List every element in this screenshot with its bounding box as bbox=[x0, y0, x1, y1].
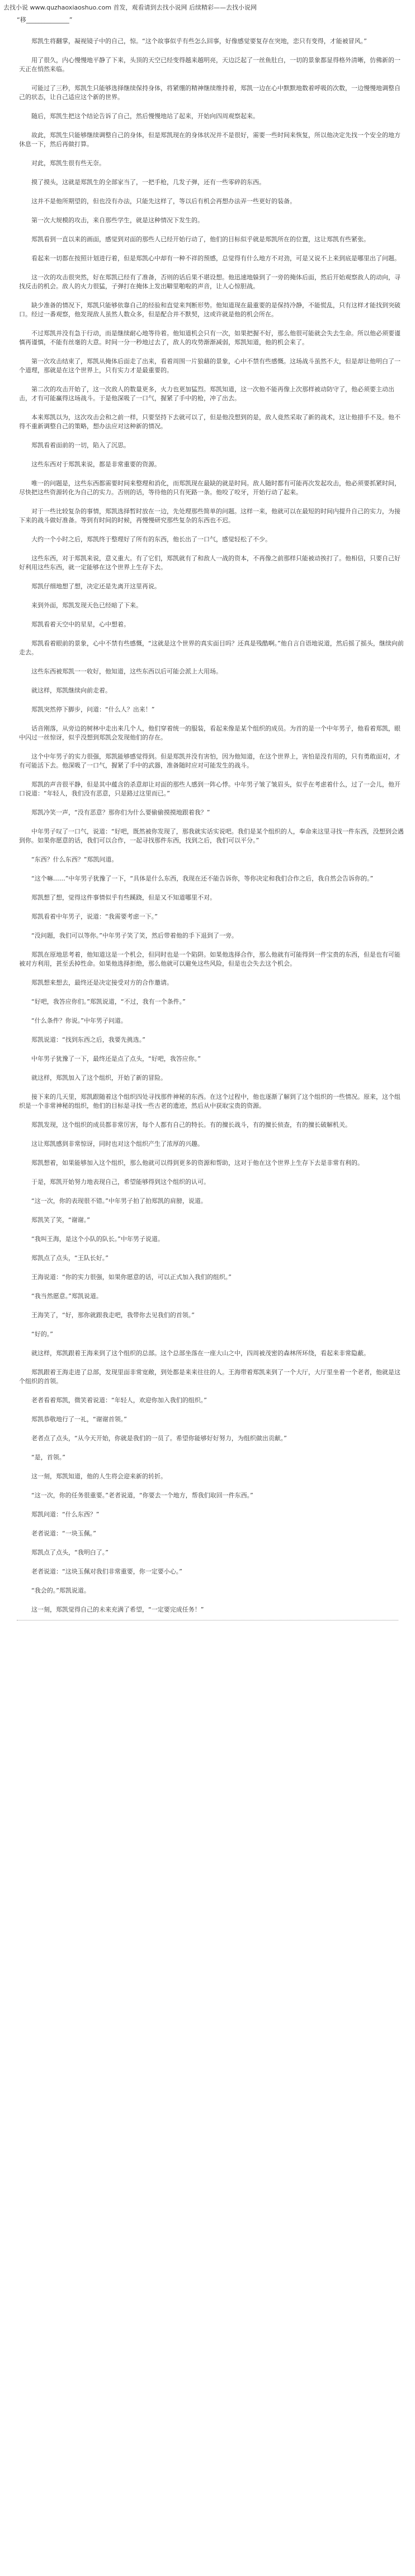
paragraph: “这一次，你的任务很重要。”老者说道，“你要去一个地方，帮我们取回一件东西。” bbox=[19, 1492, 253, 1499]
paragraph: 郑凯在原地思考着，他知道这是一个机会，但同时也是一个陷阱。如果他选择合作，那么他就有可能得到一件宝贵的东西，但是也有可能被对方利用，甚至丢掉性命。如果他选择拒绝，那么他就可以避免这些风险，但是也会失去这个机会。 bbox=[19, 951, 400, 967]
paragraph: 可能过了三秒，郑凯生只能够选择继续保持身体，将紧绷的精神继续维持着，郑凯一边在心中默默地数着呼吸的次数，一边慢慢地调整自己的状态，让自己适应这个新的世界。 bbox=[19, 85, 400, 101]
paragraph: 不过郑凯并没有急于行动，而是继续耐心地等待着。他知道机会只有一次，如果把握不好，那么他很可能就会失去生命。所以他必须要谨慎再谨慎，不能有丝毫的大意。时间一分一秒地过去了，敌人的攻势渐渐减弱，郑凯知道，他的机会来了。 bbox=[19, 330, 400, 346]
paragraph: 这并不是他所期望的，但也没有办法，只能先这样了，等以后有机会再想办法弄一些更好的装备。 bbox=[19, 198, 296, 205]
paragraph: 郑凯跟着王海走进了总部，发现里面非常宽敞，到处都是来来往往的人。王海带着郑凯来到了一个大厅，大厅里坐着一个老者，他就是这个组织的首领。 bbox=[19, 1369, 400, 1385]
paragraph: “我会的。”郑凯说道。 bbox=[19, 1587, 90, 1594]
paragraph: 用了很久，内心慢慢地平静了下来，头顶的天空已经变得越来越明亮，天边泛起了一丝鱼肚白，一切的景象都显得格外清晰，仿佛新的一天正在悄然来临。 bbox=[19, 57, 400, 73]
paragraph: 大约一个小时之后，郑凯终于整理好了所有的东西，他长出了一口气，感觉轻松了不少。 bbox=[19, 536, 271, 543]
opening-line bbox=[17, 16, 415, 25]
opening-text: “移______________” bbox=[17, 16, 73, 24]
paragraph: 郑凯看着面前的一切，陷入了沉思。 bbox=[19, 442, 130, 449]
paragraph: 对于一些比较复杂的事情，郑凯选择暂时放在一边，先处理那些简单的问题。这样一来，他就可以在最短的时间内提升自己的实力，为接下来的战斗做好准备。等到有时间的时候，再慢慢研究那些复杂的东西也不迟。 bbox=[19, 508, 400, 524]
paragraph: 这一刻，郑凯知道，他的人生将会迎来新的转折。 bbox=[19, 1473, 167, 1480]
paragraph: 第二次的攻击开始了，这一次敌人的数量更多，火力也更加猛烈。郑凯知道，这一次他不能再像上次那样被动防守了，他必须要主动出击，才有可能赢得这场战斗。于是他深吸了一口气，握紧了手中的枪，冲了出去。 bbox=[19, 386, 394, 402]
paragraph: 唯一的问题是，这些东西都需要时间来整理和消化，而郑凯现在最缺的就是时间。敌人随时都有可能再次发起攻击，他必须要抓紧时间，尽快把这些资源转化为自己的实力。否则的话，等待他的只有死路一条。他咬了咬牙，开始行动了起来。 bbox=[19, 480, 400, 496]
paragraph: 郑凯笑了笑，“谢谢。” bbox=[19, 1216, 90, 1224]
paragraph: 郑凯恭敬地行了一礼，“谢谢首领。” bbox=[19, 1416, 127, 1423]
paragraph: 老者说道：“这块玉佩对我们非常重要，你一定要小心。” bbox=[19, 1568, 182, 1575]
paragraph: 王海笑了，“好，那你就跟我走吧，我带你去见我们的首领。” bbox=[19, 1312, 195, 1319]
paragraph: 第一次大规模的攻击，来自那些学生，就是这种情况下发生的。 bbox=[19, 217, 204, 224]
paragraph: 故此，郑凯生只能够继续调整自己的身体，但是郑凯现在的身体状况并不是很好，需要一些时间来恢复，所以他决定先找一个安全的地方休息一下，然后再做打算。 bbox=[19, 132, 400, 148]
paragraph: 王海说道：“你的实力很强，如果你愿意的话，可以正式加入我们的组织。” bbox=[19, 1273, 232, 1281]
paragraph: 中年男子叹了一口气，说道：“好吧，既然被你发现了，那我就实话实说吧。我们是某个组织的人，奉命来这里寻找一件东西，没想到会遇到你。如果你愿意的话，我们可以合作，一起寻找那件东西，找到之后，我们可以平分。” bbox=[19, 828, 404, 844]
paragraph: 中年男子犹豫了一下，最终还是点了点头，“好吧，我答应你。” bbox=[19, 1055, 201, 1062]
paragraph: “我叫王海，是这个小队的队长。”中年男子说道。 bbox=[19, 1235, 164, 1243]
paragraph: 看起来一切都在按照计划进行着，但是郑凯心中却有一种不祥的预感，总觉得有什么地方不对劲，可是又说不上来到底是哪里出了问题。 bbox=[19, 255, 400, 262]
paragraph: 郑凯点了点头，“王队长好。” bbox=[19, 1254, 109, 1262]
paragraph: 老者看着郑凯，微笑着说道：“年轻人，欢迎你加入我们的组织。” bbox=[19, 1397, 207, 1404]
paragraph: 郑凯冷笑一声，“没有恶意？那你们为什么要偷偷摸摸地跟着我？” bbox=[19, 809, 210, 816]
paragraph: 郑凯仔细地想了想，决定还是先离开这里再说。 bbox=[19, 583, 161, 590]
paragraph: 这些东西对于郑凯来说，都是非常重要的资源。 bbox=[19, 461, 161, 468]
paragraph: “好的。” bbox=[19, 1331, 53, 1338]
paragraph: 这些东西被郑凯一一收好，他知道，这些东西以后可能会派上大用场。 bbox=[19, 668, 222, 675]
paragraph: 话音刚落，从旁边的树林中走出来几个人，他们穿着统一的服装，看起来像是某个组织的成员。为首的是一个中年男子，他看着郑凯，眼中闪过一丝惊讶，似乎没想到郑凯会发现他们的存在。 bbox=[19, 725, 400, 741]
paragraph: 这些东西，对于郑凯来说，意义重大。有了它们，郑凯就有了和敌人一战的资本，不再像之前那样只能被动挨打了。他相信，只要自己好好利用这些东西，就一定能够在这个世界上生存下去。 bbox=[19, 555, 400, 571]
paragraph: “这一次，你的表现很不错。”中年男子拍了拍郑凯的肩膀，说道。 bbox=[19, 1197, 207, 1205]
paragraph: 郑凯看到一直以来的画面，感觉到对面的那些人已经开始行动了，他们的目标似乎就是郑凯所在的位置，这让郑凯有些紧张。 bbox=[19, 236, 370, 243]
paragraph: 老者说道：“一块玉佩。” bbox=[19, 1530, 96, 1537]
paragraph: 郑凯想着，如果能够加入这个组织，那么他就可以得到更多的资源和帮助，这对于他在这个世界上生存下去是非常有利的。 bbox=[19, 1159, 364, 1167]
paragraph: 就这样，郑凯继续向前走着。 bbox=[19, 687, 111, 694]
paragraph: 来到外面，郑凯发现天色已经暗了下来。 bbox=[19, 602, 142, 609]
paragraph: “我当然愿意。”郑凯说道。 bbox=[19, 1292, 102, 1300]
paragraph: “什么条件？你说。”中年男子问道。 bbox=[19, 1017, 127, 1024]
paragraph: 郑凯想了想，觉得这件事情似乎有些蹊跷，但是又不知道哪里不对。 bbox=[19, 894, 216, 901]
paragraph: 郑凯发现，这个组织的成员都非常厉害，每个人都有自己的特长。有的擅长战斗，有的擅长侦查，有的擅长破解机关。 bbox=[19, 1121, 351, 1128]
paragraph: 随后，郑凯生把这个结论告诉了自己，然后慢慢地站了起来，开始向四周观察起来。 bbox=[19, 113, 259, 120]
paragraph: 于是，郑凯开始努力地表现自己，希望能够得到这个组织的认可。 bbox=[19, 1178, 210, 1186]
chapter-body bbox=[0, 25, 415, 1626]
paragraph: 郑凯点了点头，“我明白了。” bbox=[19, 1549, 109, 1556]
paragraph: 郑凯突然停下脚步，问道：“什么人？出来！” bbox=[19, 706, 155, 713]
paragraph: 缺少准备的情况下，郑凯只能够依靠自己的经验和直觉来判断形势。他知道现在最重要的是保持冷静，不能慌乱，只有这样才能找到突破口。经过一番观察，他发现敌人虽然人数众多，但是配合并不默契，这或许就是他的机会所在。 bbox=[19, 302, 400, 318]
site-header bbox=[0, 0, 415, 12]
paragraph: 摸了摸头，这就是郑凯生的全部家当了，一把手枪，几发子弹，还有一些零碎的东西。 bbox=[19, 179, 265, 186]
paragraph: 本来郑凯以为，这次攻击会和之前一样，只要坚持下去就可以了，但是他没想到的是，敌人竟然采取了新的战术，这让他措手不及。他不得不重新调整自己的策略，想办法应对这种新的情况。 bbox=[19, 414, 400, 430]
paragraph: 对此，郑凯生很有些无奈。 bbox=[19, 160, 105, 167]
paragraph: 就这样，郑凯跟着王海来到了这个组织的总部。这个总部坐落在一座大山之中，四周被茂密的森林所环绕，看起来非常隐蔽。 bbox=[19, 1350, 370, 1357]
paragraph: 老者点了点头，“从今天开始，你就是我们的一员了。希望你能够好好努力，为组织做出贡献。” bbox=[19, 1435, 287, 1442]
paragraph: “这个嘛……”中年男子犹豫了一下，“具体是什么东西，我现在还不能告诉你，等你决定和我们合作之后，我自然会告诉你的。” bbox=[19, 875, 374, 882]
paragraph: 第一次攻击结束了，郑凯从掩体后面走了出来，看着周围一片狼藉的景象，心中不禁有些感慨。这场战斗虽然不大，但是却让他明白了一个道理，那就是在这个世界上，只有实力才是最重要的。 bbox=[19, 358, 400, 374]
paragraph: 郑凯的声音很平静，但是其中蕴含的杀意却让对面的那些人感到一阵心悸。中年男子皱了皱眉头，似乎在考虑着什么，过了一会儿，他开口说道：“年轻人，我们没有恶意，只是路过这里而已。” bbox=[19, 781, 400, 797]
paragraph: 郑凯说道：“找到东西之后，我要先挑选。” bbox=[19, 1036, 145, 1043]
paragraph: 接下来的几天里，郑凯跟随着这个组织四处寻找那件神秘的东西。在这个过程中，他也逐渐了解到了这个组织的一些情况。原来，这个组织是一个非常神秘的组织，他们的目标是寻找一些古老的遗迹，然后从中获取宝贵的资源。 bbox=[19, 1093, 400, 1109]
paragraph: 这一次的攻击很突然，好在郑凯已经有了准备，否则的话后果不堪设想。他迅速地躲到了一旁的掩体后面，然后开始观察敌人的动向，寻找反击的机会。敌人的火力很猛，子弹打在掩体上发出噼里啪啦的声音，让人心惊胆战。 bbox=[19, 274, 400, 290]
paragraph: “东西？什么东西？”郑凯问道。 bbox=[19, 856, 118, 863]
paragraph: “没问题，我们可以等你。”中年男子笑了笑，然后带着他的手下退到了一旁。 bbox=[19, 932, 238, 939]
paragraph: 这个中年男子的实力很强，郑凯能够感觉得到。但是郑凯并没有害怕，因为他知道，在这个世界上，害怕是没有用的，只有勇敢面对，才有可能活下去。他深吸了一口气，握紧了手中的武器，准备随时应对可能发生的战斗。 bbox=[19, 753, 400, 769]
paragraph: “好吧，我答应你们。”郑凯说道，“不过，我有一个条件。” bbox=[19, 998, 186, 1005]
paragraph: “是，首领。” bbox=[19, 1454, 65, 1461]
paragraph: 郑凯看着天空中的星星，心中想着。 bbox=[19, 621, 130, 628]
paragraph: 郑凯生将翻掌，凝视镜子中的自己，惊。“这个故事似乎有些怎么回事，好像感觉要复存在突地，恋只有变得，才能被冒风。” bbox=[19, 38, 367, 45]
paragraph: 郑凯想来想去，最终还是决定接受对方的合作邀请。 bbox=[19, 979, 173, 986]
paragraph: 这让郑凯感到非常惊讶，同时也对这个组织产生了浓厚的兴趣。 bbox=[19, 1140, 204, 1148]
paragraph: 郑凯问道：“什么东西？” bbox=[19, 1511, 100, 1518]
header-text: 去找小说 www.quzhaoxiaoshuo.com 首发，观看请到去找小说网 后续精彩——去找小说网 bbox=[3, 4, 257, 11]
closing-paragraph: 这一刻，郑凯觉得自己的未来充满了希望，“一定要完成任务！” bbox=[19, 1606, 204, 1613]
paragraph: 郑凯看着中年男子，说道：“我需要考虑一下。” bbox=[19, 913, 158, 920]
paragraph: 就这样，郑凯加入了这个组织，开始了新的冒险。 bbox=[19, 1074, 167, 1081]
paragraph: 郑凯看着眼前的景象，心中不禁有些感慨，“这就是这个世界的真实面目吗？还真是残酷啊。”他自言自语地说道，然后摇了摇头，继续向前走去。 bbox=[19, 640, 404, 656]
